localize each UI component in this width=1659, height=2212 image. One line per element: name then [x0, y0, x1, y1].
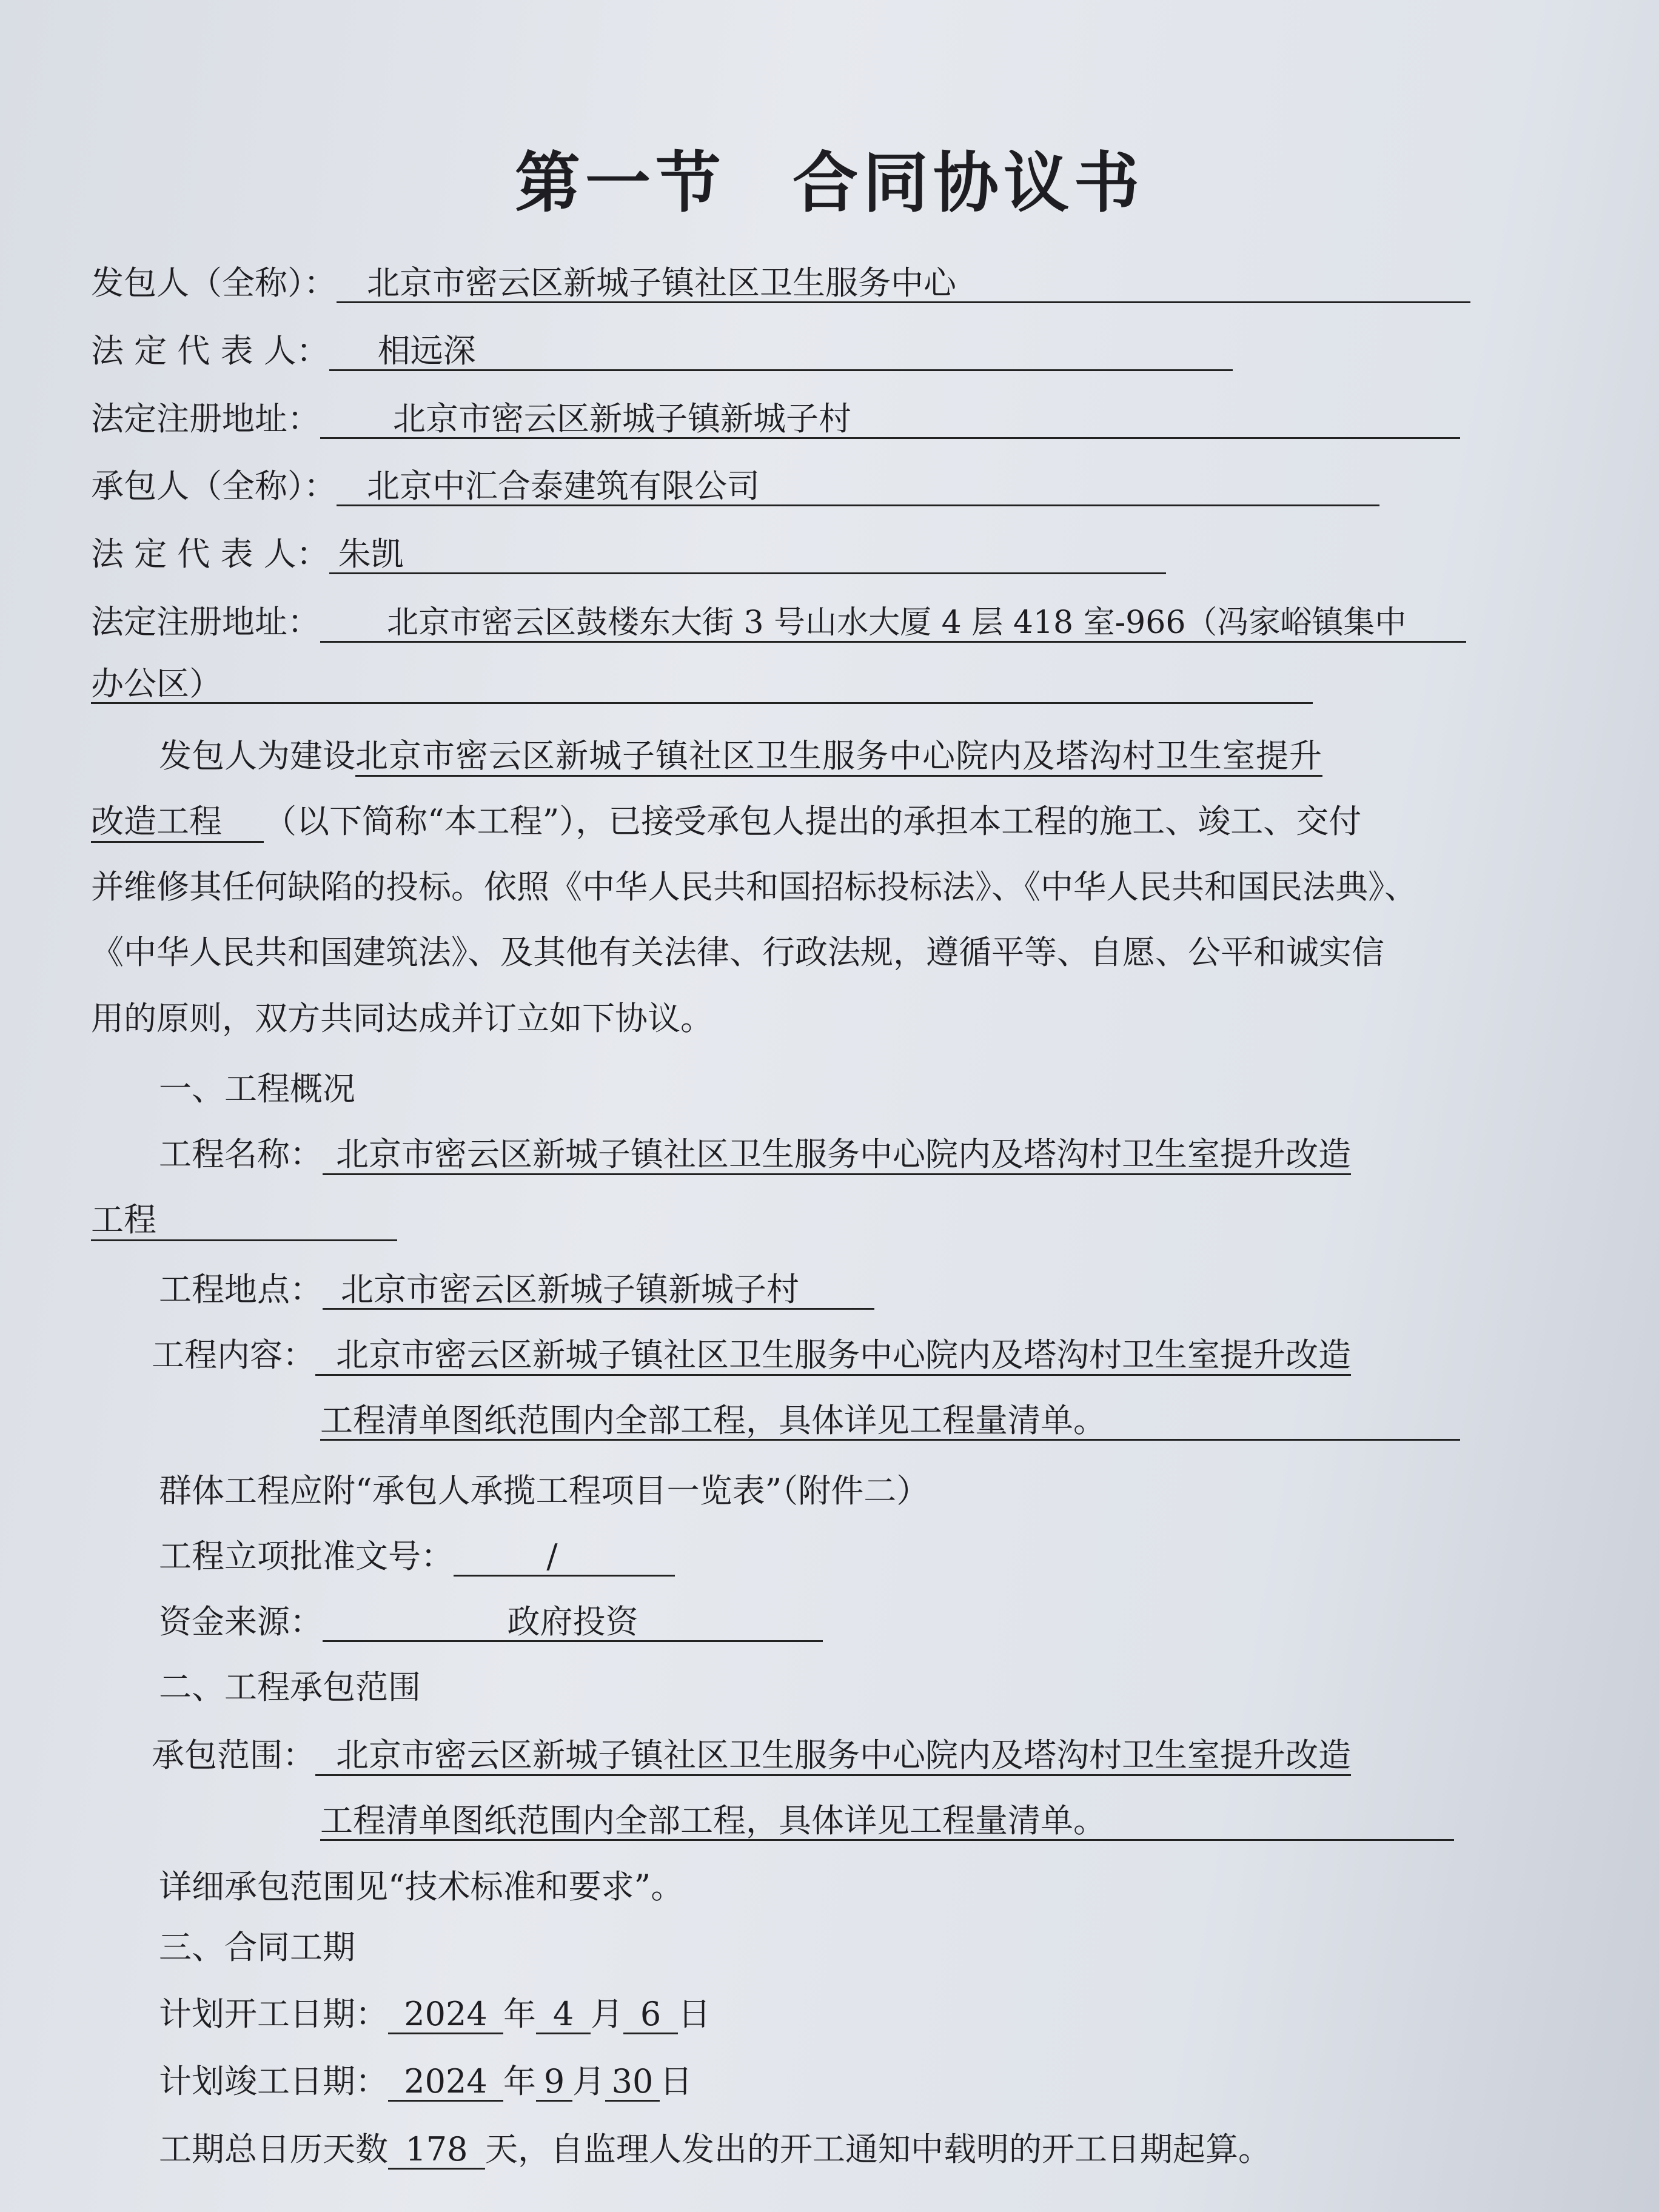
- page-title: [0, 130, 1659, 224]
- project-name-label: 工程名称：: [159, 1135, 323, 1173]
- total-days: 178: [388, 2131, 485, 2170]
- finish-date-label: 计划竣工日期：: [159, 2062, 388, 2100]
- project-name-row-2: [91, 1201, 397, 1241]
- contractor-rep: 朱凯: [329, 536, 1166, 574]
- contractor-addr-row-2: [91, 665, 1313, 704]
- start-date-row: [159, 1995, 711, 2034]
- preamble-project: 北京市密云区新城子镇社区卫生服务中心院内及塔沟村卫生室提升: [355, 737, 1322, 777]
- start-year-unit: 年: [503, 1995, 536, 2033]
- employer-addr-label: 法定注册地址：: [91, 400, 320, 438]
- contractor-addr-label: 法定注册地址：: [91, 603, 320, 641]
- contractor-name: 北京中汇合泰建筑有限公司: [337, 468, 1379, 506]
- approval-row: [159, 1537, 675, 1577]
- approval-label: 工程立项批准文号：: [159, 1537, 454, 1575]
- project-site-label: 工程地点：: [159, 1270, 323, 1309]
- employer-addr-row: [91, 400, 1460, 439]
- fund-label: 资金来源：: [159, 1603, 323, 1641]
- scope-row-2: [320, 1801, 1454, 1841]
- project-site: 北京市密云区新城子镇新城子村: [323, 1272, 874, 1310]
- start-month-unit: 月: [591, 1995, 623, 2033]
- title-text: 合同协议书: [793, 146, 1145, 221]
- contractor-label: 承包人（全称）：: [91, 467, 337, 505]
- contractor-row: [91, 467, 1379, 506]
- section-heading-period: 三、合同工期: [159, 1928, 355, 1966]
- employer-rep-row: [91, 332, 1233, 371]
- employer-rep-label: 法 定 代 表 人：: [91, 332, 329, 370]
- project-content-line1: 北京市密云区新城子镇社区卫生服务中心院内及塔沟村卫生室提升改造: [315, 1336, 1351, 1376]
- preamble-line-1: [159, 737, 1322, 776]
- scope-detail: 详细承包范围见“技术标准和要求”。: [159, 1868, 684, 1906]
- contractor-addr-line2: 办公区）: [91, 666, 1313, 704]
- fund-source: 政府投资: [323, 1604, 823, 1642]
- scope-line2: 工程清单图纸范围内全部工程，具体详见工程量清单。: [320, 1803, 1454, 1841]
- employer-rep: 相远深: [329, 333, 1233, 371]
- start-month: 4: [536, 1996, 591, 2034]
- contractor-addr-row: [91, 603, 1466, 643]
- employer-name: 北京市密云区新城子镇社区卫生服务中心: [337, 265, 1470, 303]
- employer-row: [91, 264, 1470, 303]
- preamble-line-5: 用的原则，双方共同达成并订立如下协议。: [91, 999, 713, 1037]
- preamble-intro: 发包人为建设: [159, 737, 355, 775]
- contractor-rep-label: 法 定 代 表 人：: [91, 535, 329, 573]
- fund-row: [159, 1603, 823, 1642]
- preamble-line-3: 并维修其任何缺陷的投标。依照《中华人民共和国招标投标法》、《中华人民共和国民法典》、: [91, 868, 1417, 906]
- finish-date-row: [159, 2062, 692, 2102]
- project-content-row-2: [320, 1401, 1460, 1441]
- start-date-label: 计划开工日期：: [159, 1995, 388, 2033]
- project-name-line2: 工程: [91, 1201, 397, 1241]
- finish-year-unit: 年: [503, 2062, 536, 2100]
- project-content-line2: 工程清单图纸范围内全部工程，具体详见工程量清单。: [320, 1403, 1460, 1441]
- project-content-row: [152, 1336, 1351, 1375]
- approval-number: /: [454, 1538, 675, 1577]
- start-day: 6: [623, 1996, 678, 2034]
- section-heading-scope: 二、工程承包范围: [159, 1668, 421, 1706]
- section-heading-overview: 一、工程概况: [159, 1070, 355, 1108]
- contractor-rep-row: [91, 535, 1166, 574]
- finish-year: 2024: [388, 2063, 503, 2102]
- finish-month-unit: 月: [572, 2062, 605, 2100]
- project-name-line1: 北京市密云区新城子镇社区卫生服务中心院内及塔沟村卫生室提升改造: [323, 1135, 1351, 1175]
- preamble-text-2: （以下简称“本工程”），已接受承包人提出的承担本工程的施工、竣工、交付: [264, 802, 1362, 840]
- finish-day-unit: 日: [660, 2062, 692, 2100]
- project-site-row: [159, 1270, 874, 1310]
- title-section: 第一节: [514, 146, 726, 221]
- contractor-addr-line1: 北京市密云区鼓楼东大街 3 号山水大厦 4 层 418 室-966（冯家峪镇集中: [320, 605, 1466, 643]
- project-content-label: 工程内容：: [152, 1336, 315, 1374]
- employer-addr: 北京市密云区新城子镇新城子村: [320, 401, 1460, 439]
- preamble-line-2: [91, 802, 1361, 843]
- total-days-note: 天，自监理人发出的开工通知中载明的开工日期起算。: [485, 2130, 1271, 2168]
- preamble-project-cont: 改造工程: [91, 802, 264, 843]
- total-days-row: [159, 2130, 1271, 2170]
- group-project-note: 群体工程应附“承包人承揽工程项目一览表”（附件二）: [159, 1472, 930, 1510]
- finish-day: 30: [605, 2063, 660, 2102]
- start-day-unit: 日: [678, 1995, 711, 2033]
- preamble-line-4: 《中华人民共和国建筑法》、及其他有关法律、行政法规，遵循平等、自愿、公平和诚实信: [91, 933, 1384, 971]
- finish-month: 9: [536, 2063, 572, 2102]
- total-days-label: 工期总日历天数: [159, 2130, 388, 2168]
- scope-line1: 北京市密云区新城子镇社区卫生服务中心院内及塔沟村卫生室提升改造: [315, 1736, 1351, 1776]
- employer-label: 发包人（全称）：: [91, 264, 337, 302]
- project-name-row: [159, 1135, 1351, 1174]
- scope-row: [152, 1736, 1351, 1775]
- scope-label: 承包范围：: [152, 1736, 315, 1774]
- start-year: 2024: [388, 1996, 503, 2034]
